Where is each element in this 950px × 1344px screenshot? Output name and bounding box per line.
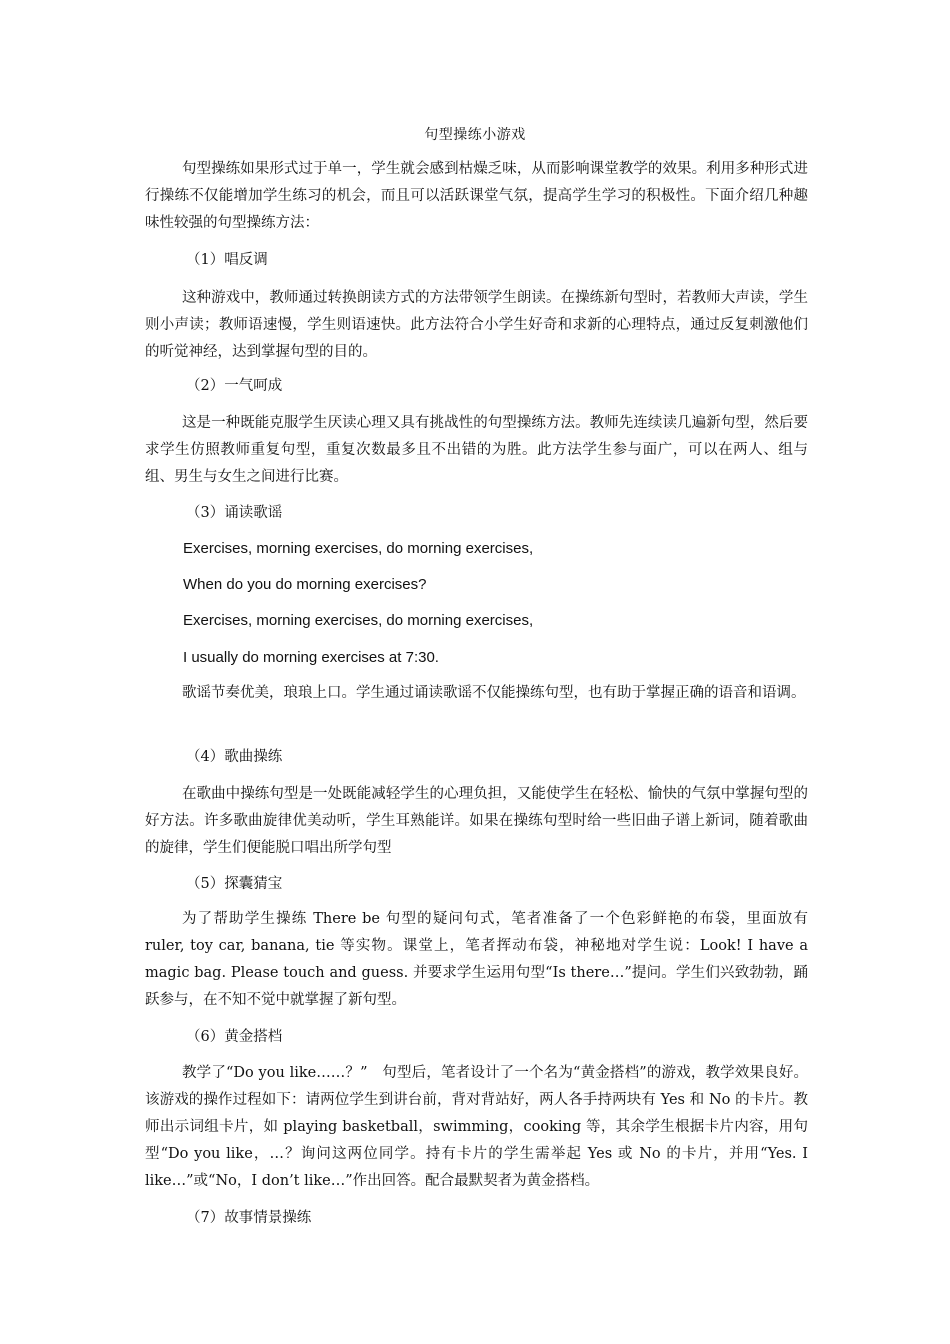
section-3-body: 歌谣节奏优美，琅琅上口。学生通过诵读歌谣不仅能操练句型，也有助于掌握正确的语音和语调。 xyxy=(182,685,806,701)
section-2-body: 这是一种既能克服学生厌读心理又具有挑战性的句型操练方法。教师先连续读几遍新句型，然后要求学生仿照教师重复句型，重复次数最多且不出错的为胜。此方法学生参与面广，可以在两人、组与组、男生与女生之间进行比赛。 xyxy=(145,415,808,485)
section-4-body: 在歌曲中操练句型是一处既能减轻学生的心理负担，又能使学生在轻松、愉快的气氛中掌握句型的好方法。许多歌曲旋律优美动听，学生耳熟能详。如果在操练句型时给一些旧曲子谱上新词，随着歌曲的旋律，学生们便能脱口唱出所学句型 xyxy=(145,786,808,856)
section-5-body: 为了帮助学生操练 There be 句型的疑问句式，笔者准备了一个色彩鲜艳的布袋，里面放有 ruler, toy car, banana, tie 等实物。课堂上，笔者挥动布袋，神秘地对学生说：Look! I have a magic bag. Please touch and guess. 并要求学生运用句型“Is there…”提问。学生们兴致勃勃，踊跃参与，在不知不觉中就掌握了新句型。 xyxy=(145,911,808,1008)
section-1-heading: （1）唱反调 xyxy=(186,252,268,268)
section-1-body: 这种游戏中，教师通过转换朗读方式的方法带领学生朗读。在操练新句型时，若教师大声读，学生则小声读；教师语速慢，学生则语速快。此方法符合小学生好奇和求新的心理特点，通过反复刺激他们的听觉神经，达到掌握句型的目的。 xyxy=(145,290,808,360)
chant-line-3: Exercises, morning exercises, do morning exercises, xyxy=(183,612,534,629)
section-5-heading: （5）探囊猜宝 xyxy=(186,876,283,892)
section-2-heading: （2）一气呵成 xyxy=(186,378,283,394)
section-6-heading: （6）黄金搭档 xyxy=(186,1029,283,1045)
chant-line-4: I usually do morning exercises at 7:30. xyxy=(183,649,439,666)
section-7-heading: （7）故事情景操练 xyxy=(186,1210,312,1226)
chant-line-1: Exercises, morning exercises, do morning exercises, xyxy=(183,540,534,557)
section-6-body: 教学了“Do you like……？” 句型后，笔者设计了一个名为“黄金搭档”的游戏，教学效果良好。该游戏的操作过程如下：请两位学生到讲台前，背对背站好，两人各手持两块有 Yes 和 No 的卡片。教师出示词组卡片，如 playing basketball，swimming，cooking 等，其余学生根据卡片内容，用句型“Do you like，…？询问这两位同学。持有卡片的学生需举起 Yes 或 No 的卡片，并用“Yes. I like…”或“No，I don’t like…”作出回答。配合最默契者为黄金搭档。 xyxy=(145,1065,808,1189)
intro-paragraph: 句型操练如果形式过于单一，学生就会感到枯燥乏味，从而影响课堂教学的效果。利用多种形式进行操练不仅能增加学生练习的机会，而且可以活跃课堂气氛，提高学生学习的积极性。下面介绍几种趣味性较强的句型操练方法： xyxy=(145,161,808,231)
chant-line-2: When do you do morning exercises? xyxy=(183,576,427,593)
section-3-heading: （3）诵读歌谣 xyxy=(186,505,283,521)
section-4-heading: （4）歌曲操练 xyxy=(186,749,283,765)
document-title: 句型操练小游戏 xyxy=(424,127,526,143)
